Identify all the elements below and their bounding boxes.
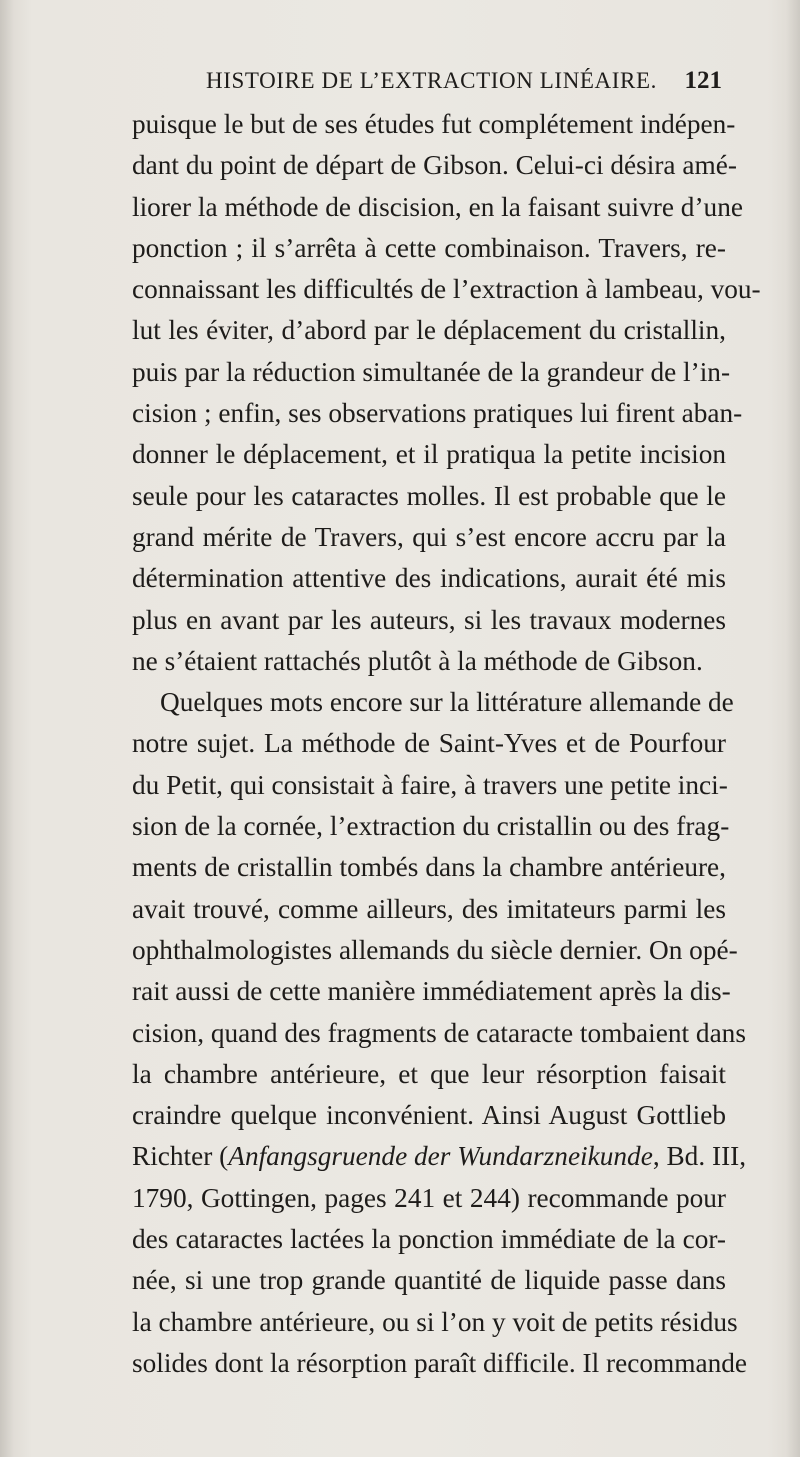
text-line: puisque le but de ses études fut complétement indépen- xyxy=(132,109,736,139)
text-line: née, si une trop grande quantité de liquide passe dans xyxy=(132,1265,726,1296)
text-line: ne s’étaient rattachés plutôt à la méthode de Gibson. xyxy=(132,645,703,676)
text-line: dant du point de départ de Gibson. Celui-ci désira amé- xyxy=(132,150,737,181)
text-line: ments de cristallin tombés dans la chambre antérieure, xyxy=(132,852,726,883)
text-line: seule pour les cataractes molles. Il est probable que le xyxy=(132,480,726,511)
text-line: la chambre antérieure, ou si l’on y voit de petits résidus xyxy=(132,1306,738,1337)
text-line: grand mérite de Travers, qui s’est encore accru par la xyxy=(132,521,726,552)
text-line: donner le déplacement, et il pratiqua la petite incision xyxy=(132,439,726,470)
page-number: 121 xyxy=(684,67,722,94)
text-line: liorer la méthode de discision, en la faisant suivre d’une xyxy=(132,191,743,222)
text-line-citation xyxy=(132,1136,747,1177)
running-header xyxy=(206,64,722,98)
text-line: cision ; enfin, ses observations pratiques lui firent aban- xyxy=(132,398,743,429)
text-line: cision, quand des fragments de cataracte tombaient dans xyxy=(132,1017,746,1048)
text-line: puis par la réduction simultanée de la grandeur de l’in- xyxy=(132,356,731,387)
text-line: la chambre antérieure, et que leur résorption faisait xyxy=(132,1058,726,1089)
body-text xyxy=(132,104,761,1384)
text-line: sion de la cornée, l’extraction du cristallin ou des frag- xyxy=(132,811,730,842)
text-line: avait trouvé, comme ailleurs, des imitateurs parmi les xyxy=(132,893,726,924)
text-line: solides dont la résorption paraît difficile. Il recommande xyxy=(132,1347,748,1378)
citation-tail: , Bd. III, xyxy=(652,1141,747,1172)
text-line: connaissant les difficultés de l’extraction à lambeau, vou- xyxy=(132,274,761,305)
text-line: Quelques mots encore sur la littérature allemande de xyxy=(160,687,734,718)
citation-lead: Richter ( xyxy=(132,1141,229,1172)
book-title: Anfangsgruende der Wundarzneikunde xyxy=(228,1141,653,1172)
text-line: notre sujet. La méthode de Saint-Yves et de Pourfour xyxy=(132,728,726,759)
text-line: plus en avant par les auteurs, si les travaux modernes xyxy=(132,604,726,635)
page-right-shadow xyxy=(786,0,800,1457)
text-line: détermination attentive des indications, aurait été mis xyxy=(132,563,726,594)
text-line: rait aussi de cette manière immédiatement après la dis- xyxy=(132,976,731,1007)
text-line: lut les éviter, d’abord par le déplacement du cristallin, xyxy=(132,315,726,346)
text-line: ophthalmologistes allemands du siècle dernier. On opé- xyxy=(132,934,738,965)
text-line: craindre quelque inconvénient. Ainsi August Gottlieb xyxy=(132,1100,726,1131)
text-line: des cataractes lactées la ponction immédiate de la cor- xyxy=(132,1224,726,1255)
page-left-shadow xyxy=(0,0,14,1457)
text-line: du Petit, qui consistait à faire, à travers une petite inci- xyxy=(132,769,728,800)
text-line: ponction ; il s’arrêta à cette combinaison. Travers, re- xyxy=(132,232,726,263)
text-line: 1790, Gottingen, pages 241 et 244) recommande pour xyxy=(132,1182,726,1213)
running-header-title: HISTOIRE DE L’EXTRACTION LINÉAIRE. xyxy=(206,68,657,93)
